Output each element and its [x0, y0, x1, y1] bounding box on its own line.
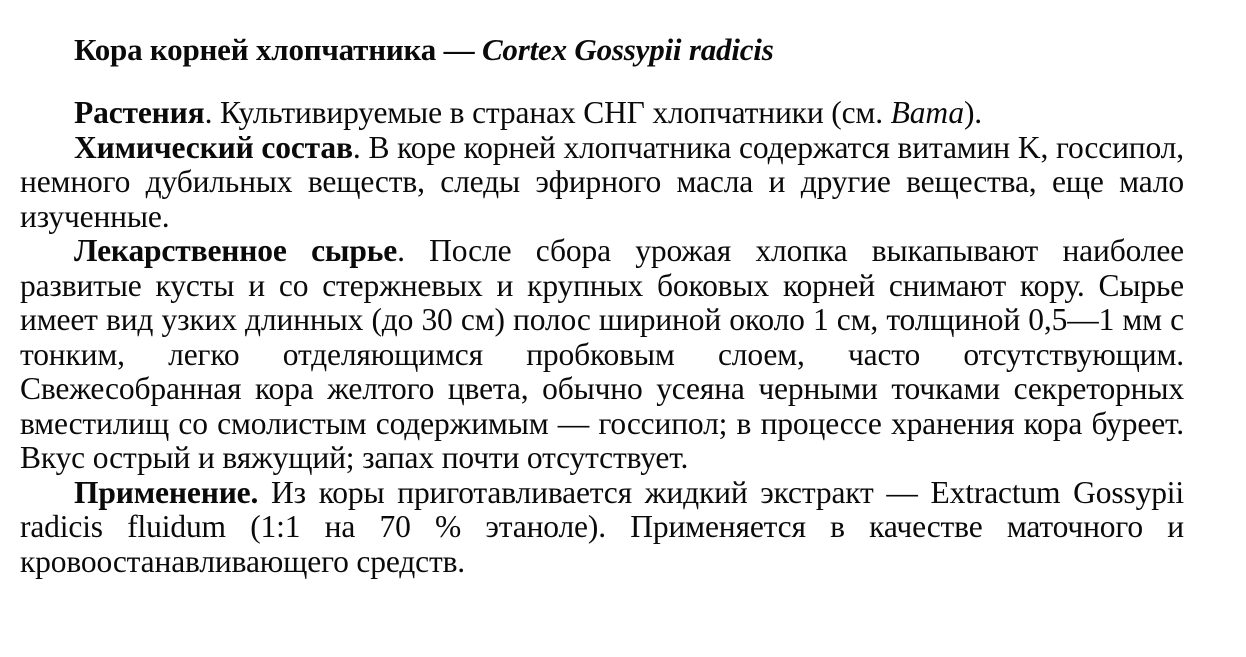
section-text: Из коры приготавливается жидкий экстракт — Extractum Gossypii radicis fluidum (1:1 на 70 % этаноле). Применяется в качестве маточного и кровоостанавливающего средств.	[20, 474, 1184, 579]
section-text: . Культивируемые в странах СНГ хлопчатники (см.	[204, 95, 891, 130]
section-heading: Химический состав	[74, 129, 353, 165]
article-title	[74, 30, 1184, 70]
section-raw-material	[20, 234, 1184, 476]
section-heading: Лекарственное сырье	[74, 233, 398, 268]
section-heading: Применение.	[74, 474, 259, 510]
title-russian: Кора корней хлопчатника —	[74, 32, 475, 67]
section-chemical-composition	[20, 131, 1184, 235]
section-italic-ref: Вата	[890, 95, 964, 130]
section-plants	[20, 96, 1184, 131]
section-application	[20, 476, 1184, 580]
article-body	[20, 96, 1184, 579]
title-latin: Cortex Gossypii radicis	[481, 32, 774, 67]
article	[74, 30, 1184, 94]
section-text: . В коре корней хлопчатника содержатся витамин K, госсипол, немного дубильных веществ, следы эфирного масла и другие вещества, еще мало изученные.	[20, 129, 1184, 234]
section-heading: Растения	[74, 95, 205, 130]
section-text-end: ).	[963, 95, 983, 130]
section-text: . После сбора урожая хлопка выкапывают наиболее развитые кусты и со стержневых и крупных боковых корней снимают кору. Сырье имеет вид узких длинных (до 30 см) полос шириной около 1 см, толщиной 0,5—1 мм с тонким, легко отделяющимся пробковым слоем, часто отсутствующим. Свежесобранная кора желтого цвета, обычно усеяна черными точками секреторных вместилищ со смолистым содержимым — госсипол; в процессе хранения кора буреет. Вкус острый и вяжущий; запах почти отсутствует.	[20, 233, 1185, 475]
